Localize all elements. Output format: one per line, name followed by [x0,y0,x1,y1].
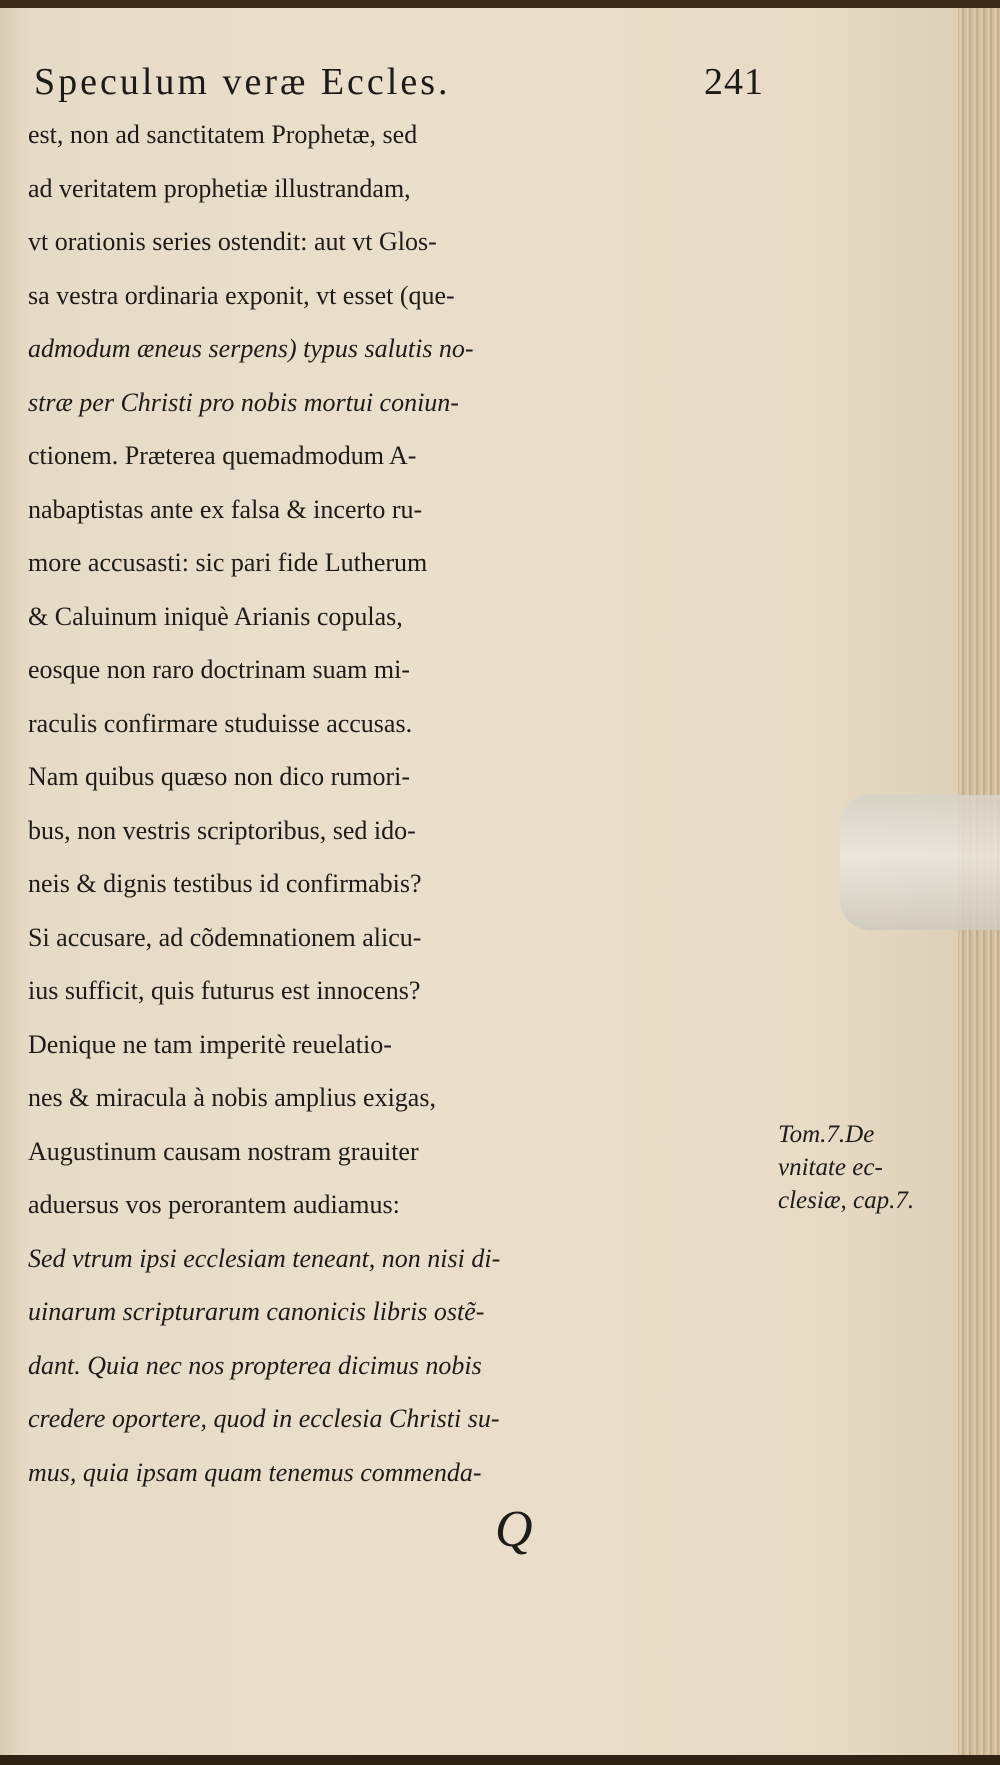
text-line: nes & miracula à nobis amplius exigas, [28,1083,436,1112]
text-line: eosque non raro doctrinam suam mi- [28,655,410,684]
text-line: Si accusare, ad cõdemnationem alicu- [28,922,422,952]
text-line: ad veritatem prophetiæ illustrandam, [28,173,411,203]
text-line: ctionem. Præterea quemadmodum A- [28,441,417,470]
text-line: admodum æneus serpens) typus salutis no- [28,334,474,363]
margin-note-line: vnitate ec- [778,1154,883,1181]
margin-note-line: clesiæ, cap.7. [778,1187,915,1214]
text-line: sa vestra ordinaria exponit, vt esset (que- [28,280,455,310]
body-text [28,108,778,1499]
margin-note-line: Tom.7.De [778,1121,875,1148]
bottom-edge [0,1755,1000,1765]
text-line: Denique ne tam imperitè reuelatio- [28,1029,392,1059]
text-line: uinarum scripturarum canonicis libris ostẽ- [28,1297,485,1326]
text-line: & Caluinum iniquè Arianis copulas, [28,601,403,631]
text-line: ius sufficit, quis futurus est innocens? [28,976,421,1005]
text-line: dant. Quia nec nos propterea dicimus nobis [28,1350,482,1380]
running-title: Speculum veræ Eccles. [34,61,451,103]
text-line: raculis confirmare studuisse accusas. [28,708,413,738]
text-line: Augustinum causam nostram grauiter [28,1136,419,1166]
catchword: Q [495,1501,533,1558]
text-line: bus, non vestris scriptoribus, sed ido- [28,815,416,845]
text-line: credere oportere, quod in ecclesia Christi su- [28,1404,500,1433]
page-number: 241 [704,61,764,103]
text-line: neis & dignis testibus id confirmabis? [28,869,422,898]
text-line: est, non ad sanctitatem Prophetæ, sed [28,120,418,149]
text-line: aduersus vos perorantem audiamus: [28,1190,400,1219]
text-line: more accusasti: sic pari fide Lutherum [28,548,428,577]
bookmark-tab [840,795,1000,930]
text-line: vt orationis series ostendit: aut vt Glos- [28,227,437,256]
text-line: Nam quibus quæso non dico rumori- [28,762,411,791]
text-line: mus, quia ipsam quam tenemus commenda- [28,1457,482,1487]
text-line: Sed vtrum ipsi ecclesiam teneant, non nisi di- [28,1243,501,1273]
text-line: stræ per Christi pro nobis mortui coniun- [28,387,459,417]
top-edge [0,0,1000,8]
margin-note [778,1118,958,1217]
text-line: nabaptistas ante ex falsa & incerto ru- [28,494,423,524]
